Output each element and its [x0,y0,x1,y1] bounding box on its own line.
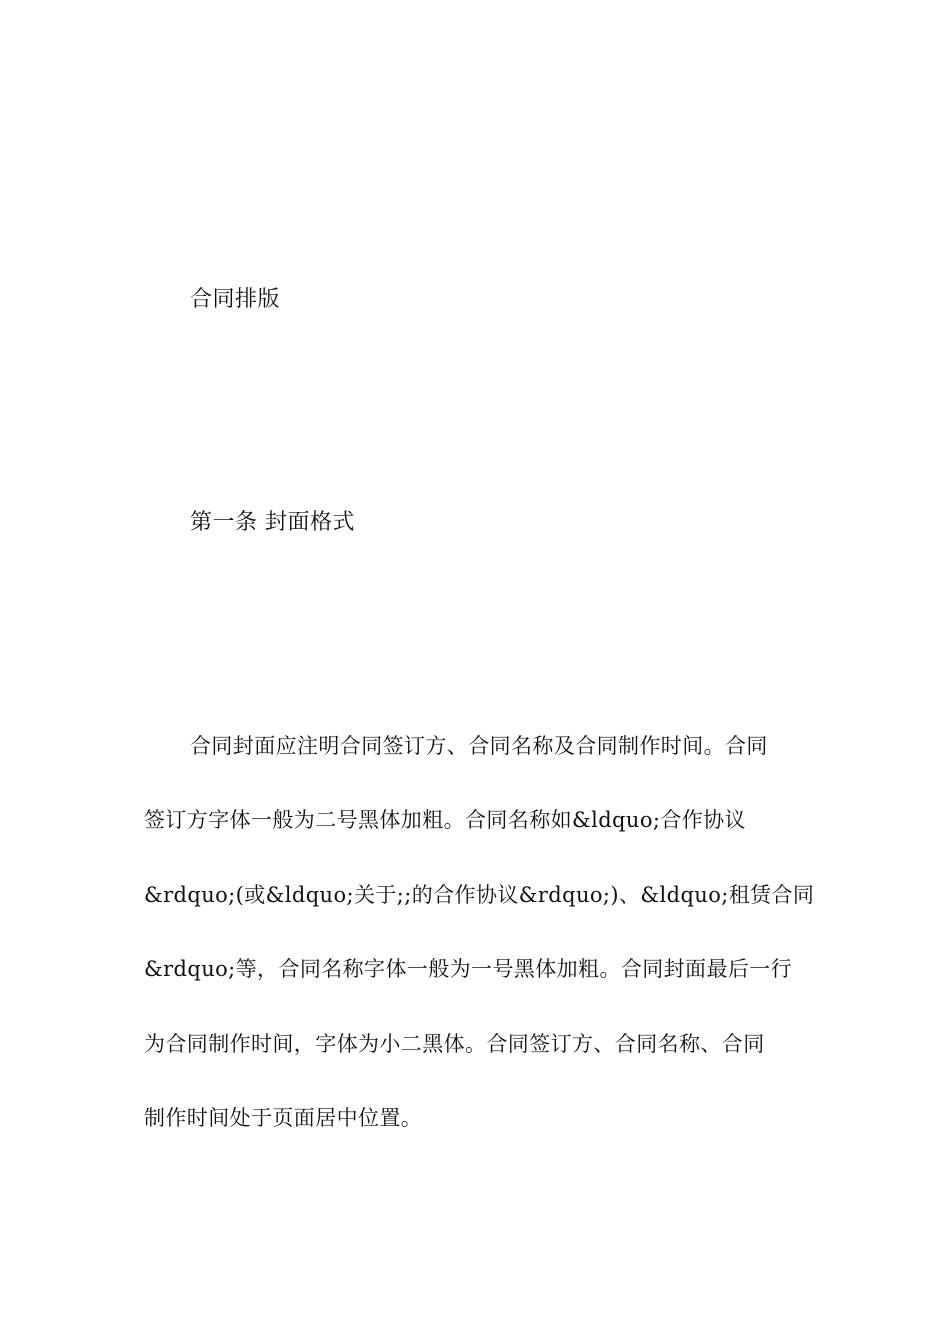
paragraph-line: 为合同制作时间，字体为小二黑体。合同签订方、合同名称、合同 [144,1031,765,1056]
paragraph-line: 签订方字体一般为二号黑体加粗。合同名称如&ldquo;合作协议 [144,808,746,833]
body-paragraph [144,731,814,1177]
paragraph-line: 合同封面应注明合同签订方、合同名称及合同制作时间。合同 [190,734,768,758]
paragraph-line: 制作时间处于页面居中位置。 [144,1105,423,1130]
document-title: 合同排版 [190,287,281,312]
section-title: 第一条 封面格式 [190,510,355,535]
paragraph-line: &rdquo;等，合同名称字体一般为一号黑体加粗。合同封面最后一行 [144,957,793,982]
paragraph-line: &rdquo;(或&ldquo;关于;;的合作协议&rdquo;)、&ldquo;租赁合同 [144,882,815,907]
